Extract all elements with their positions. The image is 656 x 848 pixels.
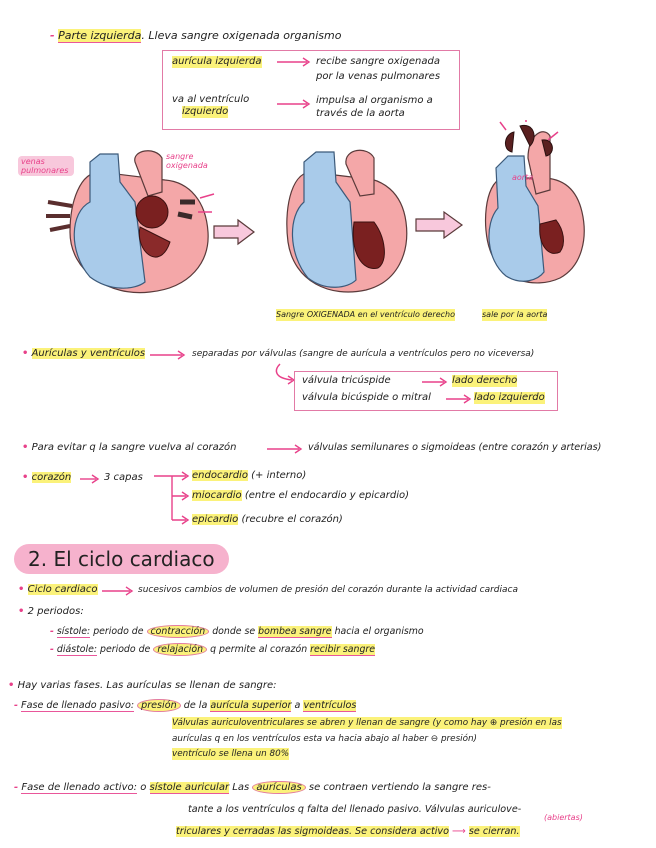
fase2-line2: tante a los ventrículos q falta del llenado pasivo. Válvulas auriculove-	[188, 804, 522, 815]
diastole-line: - diástole: periodo de relajación q permite al corazón recibir sangre	[50, 644, 376, 655]
arrow-right-icon	[100, 586, 136, 596]
fase2-end: se cierran.	[468, 826, 520, 837]
heart-1-icon	[46, 151, 214, 293]
capas-label: 3 capas	[104, 472, 143, 483]
fase2-line3-wrap: triculares y cerradas las sigmoideas. Se considera activo ⟶ se cierran.	[176, 826, 520, 837]
fases-intro-line: • Hay varias fases. Las aurículas se llenan de sangre:	[8, 680, 277, 691]
capa2-note: (entre el endocardio y epicardio)	[244, 490, 410, 501]
box-row2-term-a: va al ventrículo	[172, 94, 250, 105]
fase1-line2: Válvulas auriculoventriculares se abren y llenan de sangre (y como hay ⊕ presión en las	[172, 718, 562, 728]
fase1-line4: ventrículo se llena un 80%	[172, 749, 290, 759]
fase2-label: Fase de llenado activo:	[21, 782, 137, 793]
auriculas-line: • Aurículas y ventrículos	[22, 348, 146, 359]
auriculas-label: Aurículas y ventrículos	[31, 348, 146, 359]
diastole-hl: recibir sangre	[310, 644, 376, 655]
ciclo-desc: sucesivos cambios de volumen de presión del corazón durante la actividad cardiaca	[138, 585, 518, 595]
fase2-line3: triculares y cerradas las sigmoideas. Se considera activo	[176, 826, 449, 837]
heart-3-icon	[486, 120, 585, 283]
fase1-hl1: aurícula superior	[210, 700, 292, 711]
fase1-line3: aurículas q en los ventrículos esta va hacia abajo al haber ⊖ presión)	[172, 734, 477, 744]
capa1-line	[192, 470, 306, 482]
diastole-desc-b: q permite al corazón	[210, 644, 308, 655]
fase1-label: Fase de llenado pasivo:	[21, 700, 135, 711]
evitar-result: válvulas semilunares o sigmoideas (entre corazón y arterias)	[308, 442, 602, 453]
fase2-a: o	[140, 782, 147, 793]
fase2-b: Las	[232, 782, 250, 793]
fase1-line: - Fase de llenado pasivo: presión de la aurícula superior a ventrículos	[14, 700, 357, 711]
arrow-right-icon	[420, 377, 450, 387]
ciclo-line: • Ciclo cardiaco	[18, 584, 98, 595]
sistole-desc-b: donde se	[212, 626, 256, 637]
capa2-line	[192, 490, 409, 502]
arrow-right-icon	[275, 98, 313, 110]
evitar-line: • Para evitar q la sangre vuelva al corazón	[22, 442, 237, 453]
box-row2-desc-b: través de la aorta	[316, 108, 405, 119]
box-row1-term: aurícula izquierda	[172, 56, 262, 67]
periodos: 2 periodos:	[27, 606, 84, 617]
box-row2-term-b: izquierdo	[182, 106, 229, 117]
big-arrow-right-icon	[212, 218, 256, 246]
fase1-circle: presión	[137, 699, 181, 712]
corazon-line: • corazón	[22, 472, 72, 483]
arrow-right-icon	[265, 444, 305, 454]
sistole-label: sístole:	[56, 626, 91, 637]
left-side-label: Parte izquierda	[58, 29, 142, 42]
heart-2-icon	[287, 150, 407, 292]
capa3: epicardio	[192, 514, 239, 525]
heart-diagram-2	[270, 142, 420, 302]
label-aorta: aorta	[512, 173, 534, 182]
fase1-hl2: ventrículos	[303, 700, 357, 711]
evitar-text: Para evitar q la sangre vuelva al corazón	[31, 442, 237, 453]
fases-intro: Hay varias fases. Las aurículas se llenan de sangre:	[17, 680, 277, 691]
sistole-desc-c: hacia el organismo	[334, 626, 424, 637]
big-arrow-right-icon	[414, 210, 464, 240]
ciclo-label: Ciclo cardiaco	[27, 584, 98, 595]
sistole-line: - sístole: periodo de contracción donde se bombea sangre hacia el organismo	[50, 626, 424, 637]
box-row1-desc-b: por la venas pulmonares	[316, 71, 441, 82]
caption-middle: Sangre OXIGENADA en el ventrículo derecho	[276, 310, 455, 319]
valve2-side: lado izquierdo	[474, 392, 545, 403]
corazon-label: corazón	[31, 472, 72, 483]
fase2-abiertas: (abiertas)	[544, 813, 583, 822]
arrow-right-icon	[444, 394, 474, 404]
auriculas-desc: separadas por válvulas (sangre de aurícula a ventrículos pero no viceversa)	[192, 349, 535, 359]
fase1-a: de la	[183, 700, 208, 711]
label-venas-pulmonares: venas pulmonares	[18, 156, 74, 176]
fase2-c: se contraen vertiendo la sangre res-	[308, 782, 491, 793]
sistole-circle: contracción	[147, 625, 210, 638]
left-side-line: - Parte izquierda. Lleva sangre oxigenada organismo	[50, 29, 342, 42]
heart-diagram-3	[476, 120, 596, 300]
arrow-right-icon	[275, 56, 313, 68]
valve2: válvula bicúspide o mitral	[302, 392, 431, 403]
diastole-desc-a: periodo de	[100, 644, 151, 655]
bracket-arrows-icon	[152, 466, 192, 528]
valve1-side: lado derecho	[452, 375, 518, 386]
valve1: válvula tricúspide	[302, 375, 391, 386]
capa3-note: (recubre el corazón)	[241, 514, 343, 525]
left-side-text: Lleva sangre oxigenada organismo	[148, 29, 342, 42]
label-sangre-oxigenada: sangre oxigenada	[166, 152, 208, 170]
box-row1-desc-a: recibe sangre oxigenada	[316, 56, 440, 67]
fase2-hl1: sístole auricular	[149, 782, 230, 793]
fase2-circle: aurículas	[252, 781, 305, 794]
capa1: endocardio	[192, 470, 248, 481]
capa3-line	[192, 514, 343, 526]
capa1-note: (+ interno)	[251, 470, 307, 481]
fase1-b: a	[294, 700, 301, 711]
diastole-label: diástole:	[56, 644, 98, 655]
arrow-right-icon	[78, 474, 102, 484]
sistole-desc-a: periodo de	[93, 626, 144, 637]
fase2-line: - Fase de llenado activo: o sístole auricular Las aurículas se contraen vertiendo la sangre res-	[14, 782, 491, 793]
box-row2-desc-a: impulsa al organismo a	[316, 95, 433, 106]
arrow-right-icon	[148, 350, 188, 360]
diastole-circle: relajación	[153, 643, 207, 656]
periodos-line: • 2 periodos:	[18, 606, 84, 617]
caption-right: sale por la aorta	[482, 310, 548, 319]
sistole-hl: bombea sangre	[258, 626, 332, 637]
section-title: 2. El ciclo cardiaco	[14, 544, 229, 574]
capa2: miocardio	[192, 490, 242, 501]
heart-diagram-1	[40, 142, 230, 302]
